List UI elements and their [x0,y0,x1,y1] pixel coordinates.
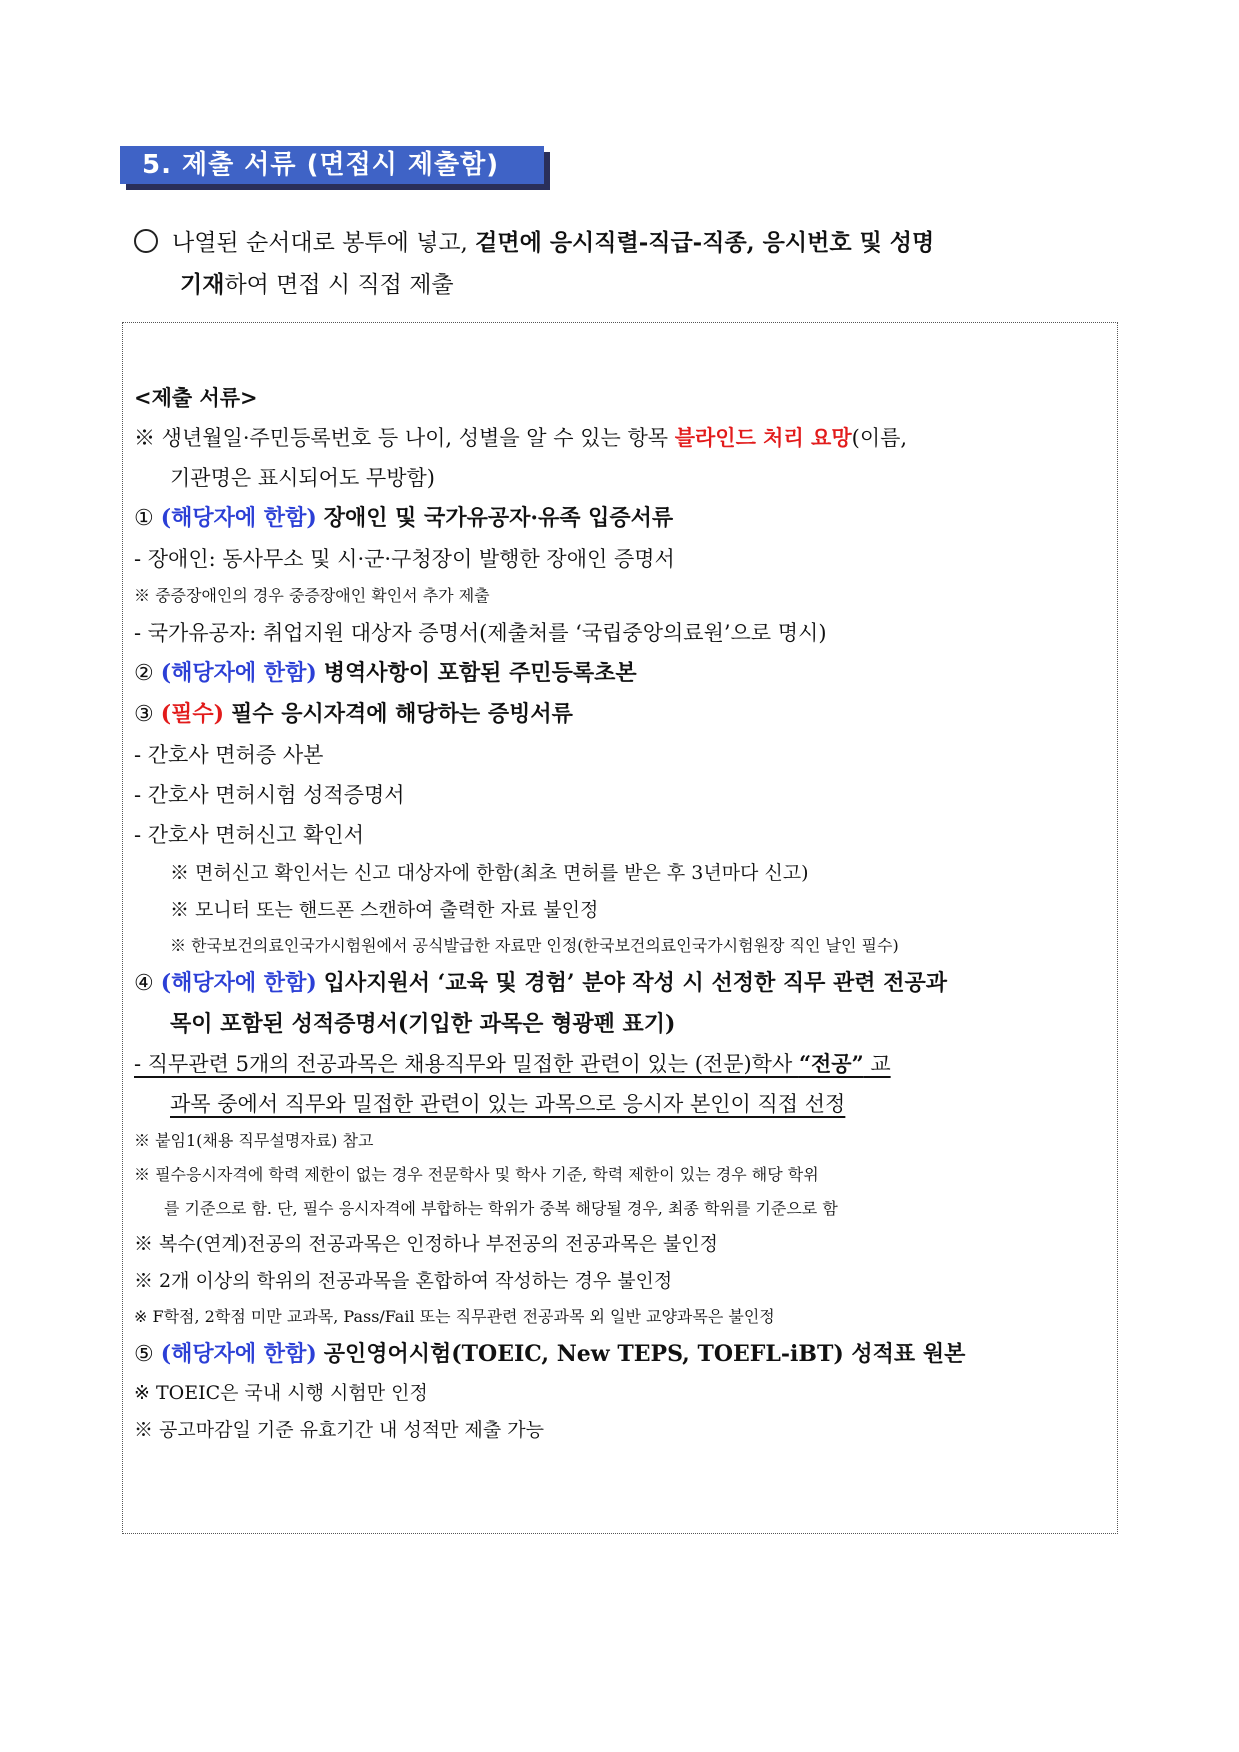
notice-line-1 [134,418,1114,458]
section-title: 5. 제출 서류 (면접시 제출함) [120,146,544,184]
documents-content [134,378,1114,1449]
item4-sub1 [134,1044,1114,1084]
item1-num: ① [134,506,154,531]
item3-heading [134,694,1114,735]
item3-num: ③ [134,702,154,727]
notice-prefix: ※ 생년월일·주민등록번호 등 나이, 성별을 알 수 있는 항목 [134,426,675,450]
circle-bullet-icon [134,229,158,253]
notice-red: 블라인드 처리 요망 [674,425,852,450]
notice-line-2: 기관명은 표시되어도 무방함) [170,466,435,490]
item3-sub3: - 간호사 면허신고 확인서 [134,823,364,847]
intro-line-2 [134,264,1124,306]
item4-note1: ※ 붙임1(채용 직무설명자료) 참고 [134,1131,374,1150]
item4-sub1-b: “전공” [798,1051,864,1076]
item4-note2: ※ 필수응시자격에 학력 제한이 없는 경우 전문학사 및 학사 기준, 학력 제한이 있는 경우 해당 학위 [134,1165,819,1184]
item3-sub1: - 간호사 면허증 사본 [134,743,324,767]
item3-note3: ※ 한국보건의료인국가시험원에서 공식발급한 자료만 인정(한국보건의료인국가시험원장 직인 날인 필수) [170,936,899,955]
item3-note2: ※ 모니터 또는 핸드폰 스캔하여 출력한 자료 불인정 [170,899,599,921]
item5-heading [134,1334,1114,1375]
item5-note1: ※ TOEIC은 국내 시행 시험만 인정 [134,1382,428,1404]
item4-note3: ※ 복수(연계)전공의 전공과목은 인정하나 부전공의 전공과목은 불인정 [134,1233,718,1255]
item4-sub1-c: 교 [863,1052,891,1076]
intro-paragraph [134,222,1124,306]
item3-sub2: - 간호사 면허시험 성적증명서 [134,783,405,807]
item4-num: ④ [134,971,154,996]
intro-line2-bold: 기재 [180,271,225,298]
intro-line2-plain: 하여 면접 시 직접 제출 [224,272,454,298]
item4-sub1-a: - 직무관련 5개의 전공과목은 채용직무와 밀접한 관련이 있는 (전문)학사 [134,1052,799,1076]
item3-tag: (필수) [160,701,225,727]
item4-heading [134,963,1114,1004]
item4-note2-line2: 를 기준으로 함. 단, 필수 응시자격에 부합하는 학위가 중복 해당될 경우, 최종 학위를 기준으로 함 [164,1199,838,1218]
intro-line1-bold: 겉면에 응시직렬-직급-직종, 응시번호 및 성명 [475,229,935,256]
item4-note5: ※ F학점, 2학점 미만 교과목, Pass/Fail 또는 직무관련 전공과목 외 일반 교양과목은 불인정 [134,1307,775,1326]
item1-tag: (해당자에 한함) [160,505,317,531]
item4-sub1-line2: 과목 중에서 직무와 밀접한 관련이 있는 과목으로 응시자 본인이 직접 선정 [170,1092,846,1116]
item2-tag: (해당자에 한함) [160,660,317,686]
item5-num: ⑤ [134,1342,154,1367]
documents-heading: <제출 서류> [134,385,258,410]
item5-tag: (해당자에 한함) [160,1341,317,1367]
intro-line-1 [134,222,1124,264]
item5-note2: ※ 공고마감일 기준 유효기간 내 성적만 제출 가능 [134,1419,545,1441]
item2-num: ② [134,661,154,686]
item2-title: 병역사항이 포함된 주민등록초본 [323,660,637,686]
intro-line1-plain: 나열된 순서대로 봉투에 넣고, [172,230,476,256]
item5-title: 공인영어시험(TOEIC, New TEPS, TOEFL-iBT) 성적표 원본 [323,1341,966,1367]
notice-suffix: (이름, [851,426,908,450]
item4-tag: (해당자에 한함) [160,970,317,996]
item1-title: 장애인 및 국가유공자·유족 입증서류 [323,505,674,531]
section-header [120,146,550,184]
item3-title: 필수 응시자격에 해당하는 증빙서류 [231,701,573,727]
item4-note4: ※ 2개 이상의 학위의 전공과목을 혼합하여 작성하는 경우 불인정 [134,1270,673,1292]
item2-heading [134,653,1114,694]
item1-sub2: - 국가유공자: 취업지원 대상자 증명서(제출처를 ‘국립중앙의료원’으로 명시) [134,621,827,645]
item1-heading [134,498,1114,539]
item3-note1: ※ 면허신고 확인서는 신고 대상자에 한함(최초 면허를 받은 후 3년마다 신고) [170,862,809,884]
item4-title-line2: 목이 포함된 성적증명서(기입한 과목은 형광펜 표기) [170,1011,676,1037]
item1-note1: ※ 중증장애인의 경우 중증장애인 확인서 추가 제출 [134,586,490,605]
item4-title-line1: 입사지원서 ‘교육 및 경험’ 분야 작성 시 선정한 직무 관련 전공과 [323,970,947,996]
item1-sub1: - 장애인: 동사무소 및 시·군·구청장이 발행한 장애인 증명서 [134,547,675,571]
